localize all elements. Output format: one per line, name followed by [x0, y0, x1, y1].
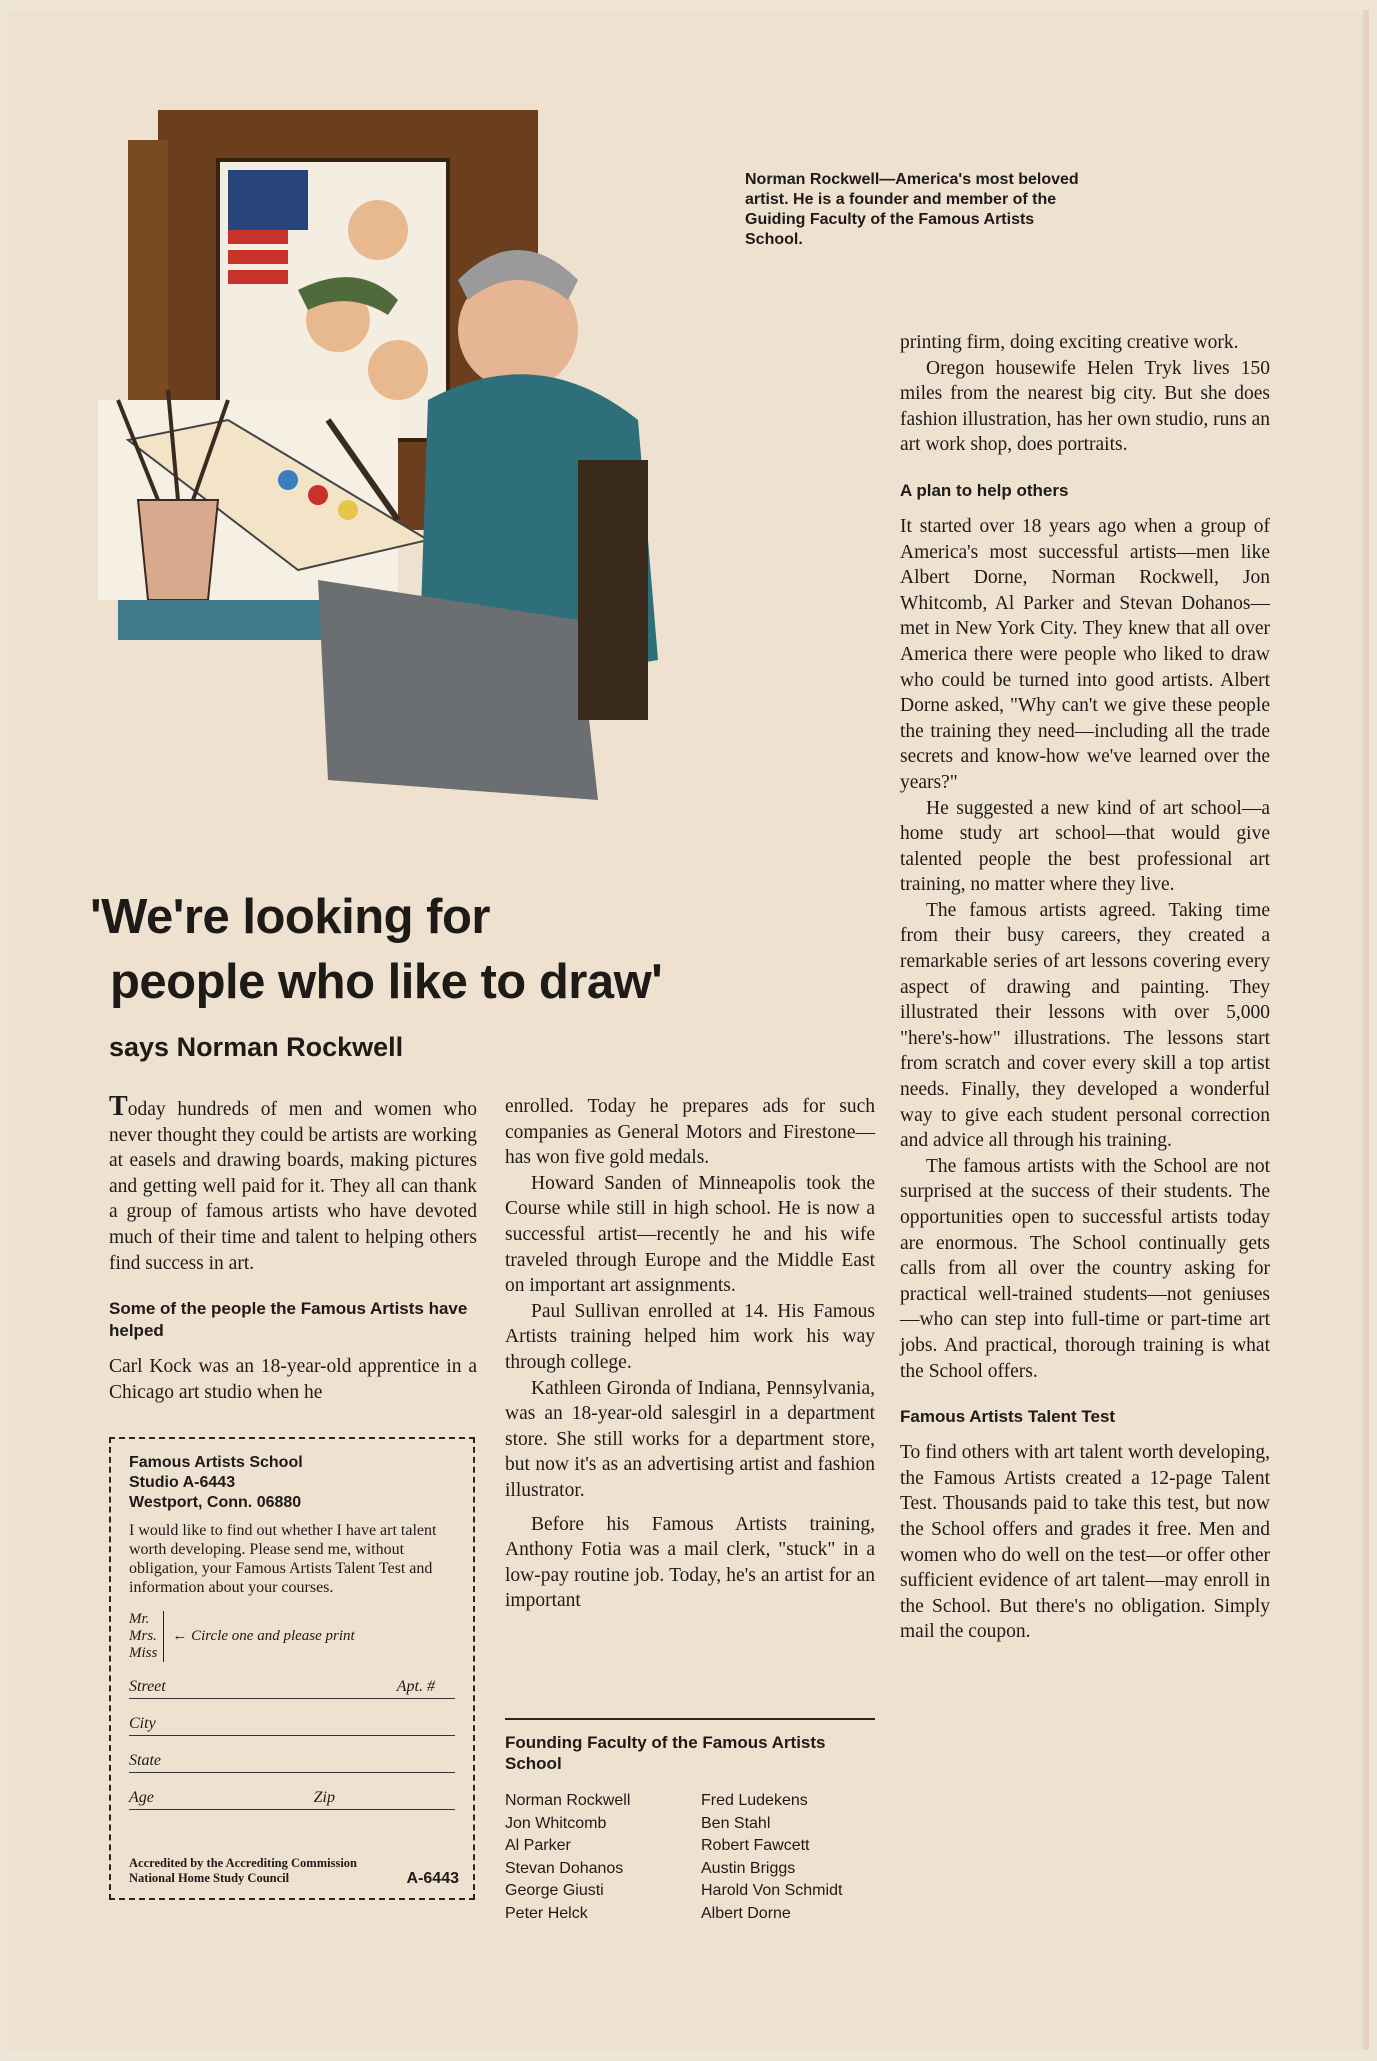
title-miss[interactable]: Miss [129, 1645, 158, 1661]
street-field[interactable]: Street Apt. # [129, 1678, 455, 1699]
magazine-page [8, 10, 1369, 2050]
headline [90, 885, 662, 1015]
col2-paragraph-3: Paul Sullivan enrolled at 14. His Famous Artists training helped him work his way through college. [505, 1300, 875, 1373]
col3-paragraph-6: The famous artists with the School are not surprised at the success of their students. The opportunities open to successful artists today are enormous. The School continually gets calls from all over the country asking for practical well-trained students—not geniuses—who can step into full-time or part-time art jobs. And practical, thorough training is what the School offers. [900, 1155, 1270, 1382]
title-mrs[interactable]: Mrs. [129, 1628, 157, 1644]
intro-paragraph: Today hundreds of men and women who never thought they could be artists are working at easels and drawing boards, making pictures and getting well paid for it. They all can thank a group of famous artists who have devoted much of their time and talent to helping others find success in art. [109, 1091, 477, 1274]
age-field[interactable]: Age Zip [129, 1789, 455, 1810]
section-heading-helped: Some of the people the Famous Artists have helped [109, 1299, 468, 1341]
coupon-request: I would like to find out whether I have art talent worth developing. Please send me, without obligation, your Famous Artists Talent Test and information about your courses. [129, 1522, 437, 1596]
col3-paragraph-2: Oregon housewife Helen Tryk lives 150 miles from the nearest big city. But she does fashion illustration, has her own studio, runs an art work shop, does portraits. [900, 357, 1270, 456]
col3-paragraph-7: To find others with art talent worth developing, the Famous Artists created a 12-page Talent Test. Thousands paid to take this test, but now the School offers and grades it free. Men and women who do well on the test—or offer other sufficient evidence of art talent—may enroll in the School. But there's no obligation. Simply mail the coupon. [900, 1442, 1270, 1643]
faculty-member: Fred Ludekens [701, 1792, 808, 1809]
faculty-member: Peter Helck [505, 1904, 588, 1922]
state-field[interactable]: State [129, 1752, 455, 1773]
coupon-code: A-6443 [406, 1870, 459, 1887]
apt-field[interactable]: Apt. # [396, 1678, 435, 1695]
col2-paragraph-4: Kathleen Gironda of Indiana, Pennsylvania, was an 18-year-old salesgirl in a department store. She still works for a department store, but now it's as an advertising artist and fashion illustrator. [505, 1377, 875, 1501]
faculty-member: Albert Dorne [701, 1904, 791, 1922]
faculty-member: Ben Stahl [701, 1814, 771, 1832]
rockwell-illustration [98, 100, 838, 840]
founding-faculty [505, 1718, 875, 1925]
section-heading-talent-test: Famous Artists Talent Test [900, 1407, 1116, 1427]
coupon-studio: Studio A-6443 [129, 1474, 236, 1491]
circle-note: ← Circle one and please print [172, 1628, 355, 1644]
faculty-member: George Giusti [505, 1882, 604, 1899]
subhead: says Norman Rockwell [109, 1032, 404, 1062]
illustration-caption: Norman Rockwell—America's most beloved artist. He is a founder and member of the Guiding Faculty of the Famous Artists School. [745, 171, 1079, 248]
section-heading-plan: A plan to help others [900, 480, 1069, 500]
col2-paragraph-5: Before his Famous Artists training, Anthony Fotia was a mail clerk, "stuck" in a low-pay routine job. Today, he's an artist for an important [505, 1513, 875, 1612]
headline-line-1: 'We're looking for [90, 890, 490, 944]
column-3 [900, 330, 1270, 1645]
faculty-member: Jon Whitcomb [505, 1814, 607, 1832]
faculty-member: Norman Rockwell [505, 1792, 631, 1809]
faculty-member: Stevan Dohanos [505, 1859, 624, 1877]
title-selector[interactable] [129, 1611, 455, 1662]
faculty-member: Austin Briggs [701, 1859, 796, 1877]
city-field[interactable]: City [129, 1715, 455, 1736]
zip-field[interactable]: Zip [313, 1789, 335, 1806]
col3-paragraph-3: It started over 18 years ago when a group of America's most successful artists—men like Albert Dorne, Norman Rockwell, Jon Whitcomb, Al Parker and Stevan Dohanos—met in New York City. They knew that all over America there were people who liked to draw who could be turned into good artists. Albert Dorne asked, "Why can't we give these people the training they need—including all the trade secrets and know-how we've learned over the years?" [900, 515, 1270, 793]
col3-paragraph-4: He suggested a new kind of art school—a home study art school—that would give talented people the best professional art training, no matter where they live. [900, 797, 1270, 896]
coupon-school: Famous Artists School [129, 1454, 303, 1471]
faculty-member: Harold Von Schmidt [701, 1882, 843, 1899]
col2-paragraph-2: Howard Sanden of Minneapolis took the Course while still in high school. He is now a successful artist—recently he and his wife traveled through Europe and the Middle East on important art assignments. [505, 1172, 875, 1297]
faculty-right [701, 1790, 881, 1925]
drop-cap: T [109, 1091, 128, 1122]
faculty-member: Al Parker [505, 1837, 571, 1854]
carl-kock-paragraph: Carl Kock was an 18-year-old apprentice in a Chicago art studio when he [109, 1356, 477, 1403]
column-1 [109, 1091, 477, 1405]
col2-paragraph-1: enrolled. Today he prepares ads for such companies as General Motors and Firestone—has won five gold medals. [505, 1096, 875, 1169]
column-2 [505, 1094, 875, 1614]
headline-line-2: people who like to draw' [110, 955, 663, 1009]
col3-paragraph-1: printing firm, doing exciting creative work. [900, 332, 1239, 353]
faculty-member: Robert Fawcett [701, 1837, 810, 1854]
faculty-left [505, 1790, 701, 1925]
faculty-heading: Founding Faculty of the Famous Artists School [505, 1733, 826, 1773]
accreditation-note: Accredited by the Accrediting Commission National Home Study Council A-6443 [129, 1856, 459, 1887]
coupon-city: Westport, Conn. 06880 [129, 1494, 302, 1511]
title-mr[interactable]: Mr. [129, 1611, 150, 1627]
mail-coupon[interactable] [109, 1437, 475, 1900]
col3-paragraph-5: The famous artists agreed. Taking time from their busy careers, they created a remarkable series of art lessons covering every aspect of drawing and painting. They illustrated their lessons with over 5,000 "here's-how" illustrations. The lessons start from scratch and cover every skill a top artist needs. Finally, they developed a wonderful way to give each student personal correction and advice all through his training. [900, 899, 1270, 1152]
